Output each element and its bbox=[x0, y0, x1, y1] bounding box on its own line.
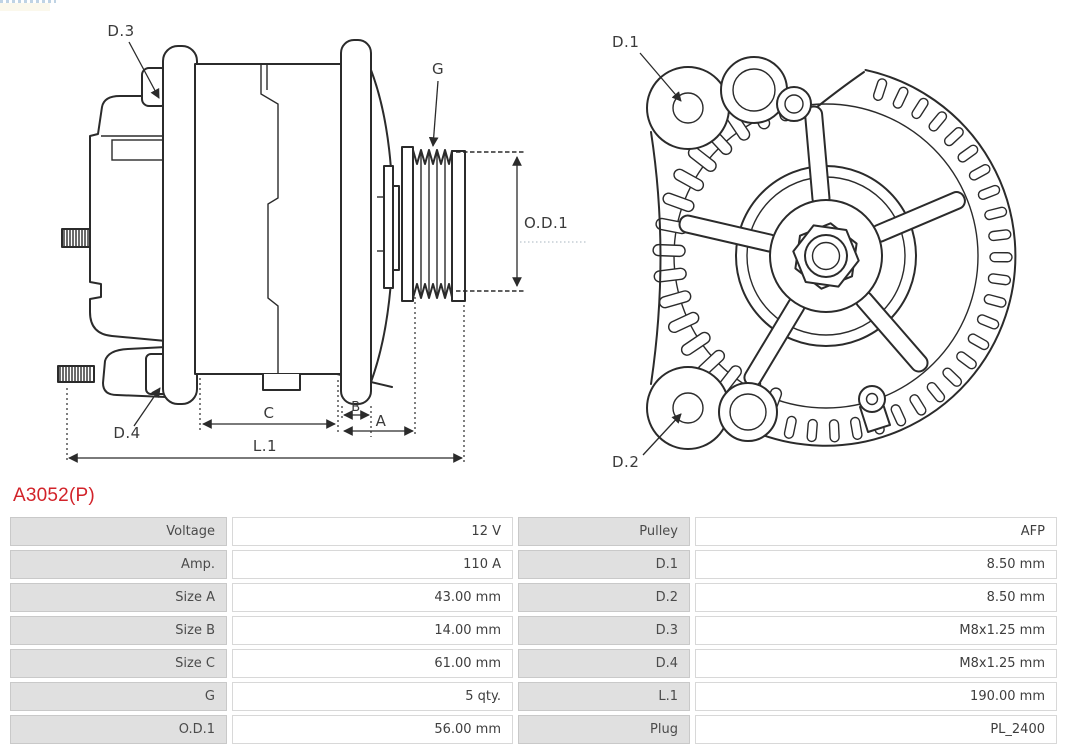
front-ear-bar bbox=[341, 40, 371, 404]
spec-label: Pulley bbox=[518, 517, 690, 546]
spec-label: Size A bbox=[10, 583, 227, 612]
svg-text:O.D.1: O.D.1 bbox=[524, 214, 569, 232]
spec-value: PL_2400 bbox=[695, 715, 1057, 744]
spec-label: L.1 bbox=[518, 682, 690, 711]
spec-value: 110 A bbox=[232, 550, 513, 579]
spec-label: D.2 bbox=[518, 583, 690, 612]
dimension-od1 bbox=[456, 152, 586, 291]
svg-text:A: A bbox=[375, 412, 387, 430]
svg-text:D.4: D.4 bbox=[113, 424, 141, 442]
spec-value: M8x1.25 mm bbox=[695, 616, 1057, 645]
svg-text:G: G bbox=[431, 60, 445, 78]
spec-label: Size B bbox=[10, 616, 227, 645]
pulley bbox=[402, 147, 465, 301]
part-number: A3052(P) bbox=[13, 485, 95, 506]
spec-value: 190.00 mm bbox=[695, 682, 1057, 711]
spec-value: 43.00 mm bbox=[232, 583, 513, 612]
spec-label: Amp. bbox=[10, 550, 227, 579]
spec-value: 5 qty. bbox=[232, 682, 513, 711]
spec-value: 12 V bbox=[232, 517, 513, 546]
spec-label: O.D.1 bbox=[10, 715, 227, 744]
spec-value: AFP bbox=[695, 517, 1057, 546]
spec-label: Plug bbox=[518, 715, 690, 744]
spec-value: 61.00 mm bbox=[232, 649, 513, 678]
spec-table bbox=[10, 517, 1057, 744]
spec-label: Size C bbox=[10, 649, 227, 678]
svg-text:B: B bbox=[351, 400, 361, 415]
spec-value: M8x1.25 mm bbox=[695, 649, 1057, 678]
svg-text:D.2: D.2 bbox=[612, 453, 640, 471]
thread-hatching bbox=[60, 230, 90, 381]
side-lug bbox=[859, 386, 890, 432]
svg-text:C: C bbox=[263, 404, 275, 422]
mounting-lug-d1 bbox=[647, 57, 811, 149]
spec-value: 14.00 mm bbox=[232, 616, 513, 645]
label-g bbox=[432, 60, 444, 146]
spec-value: 56.00 mm bbox=[232, 715, 513, 744]
svg-text:L.1: L.1 bbox=[252, 437, 278, 455]
svg-text:D.3: D.3 bbox=[107, 22, 135, 40]
svg-text:D.1: D.1 bbox=[612, 33, 640, 51]
rear-housing bbox=[90, 96, 166, 341]
spec-label: Voltage bbox=[10, 517, 227, 546]
spec-value: 8.50 mm bbox=[695, 550, 1057, 579]
front-view-drawing bbox=[612, 33, 1015, 471]
side-view-drawing bbox=[58, 22, 586, 463]
shaft bbox=[377, 166, 399, 288]
spec-label: D.3 bbox=[518, 616, 690, 645]
rear-ear-bar bbox=[163, 46, 197, 404]
spec-label: D.4 bbox=[518, 649, 690, 678]
spec-label: D.1 bbox=[518, 550, 690, 579]
spec-value: 8.50 mm bbox=[695, 583, 1057, 612]
spec-label: G bbox=[10, 682, 227, 711]
